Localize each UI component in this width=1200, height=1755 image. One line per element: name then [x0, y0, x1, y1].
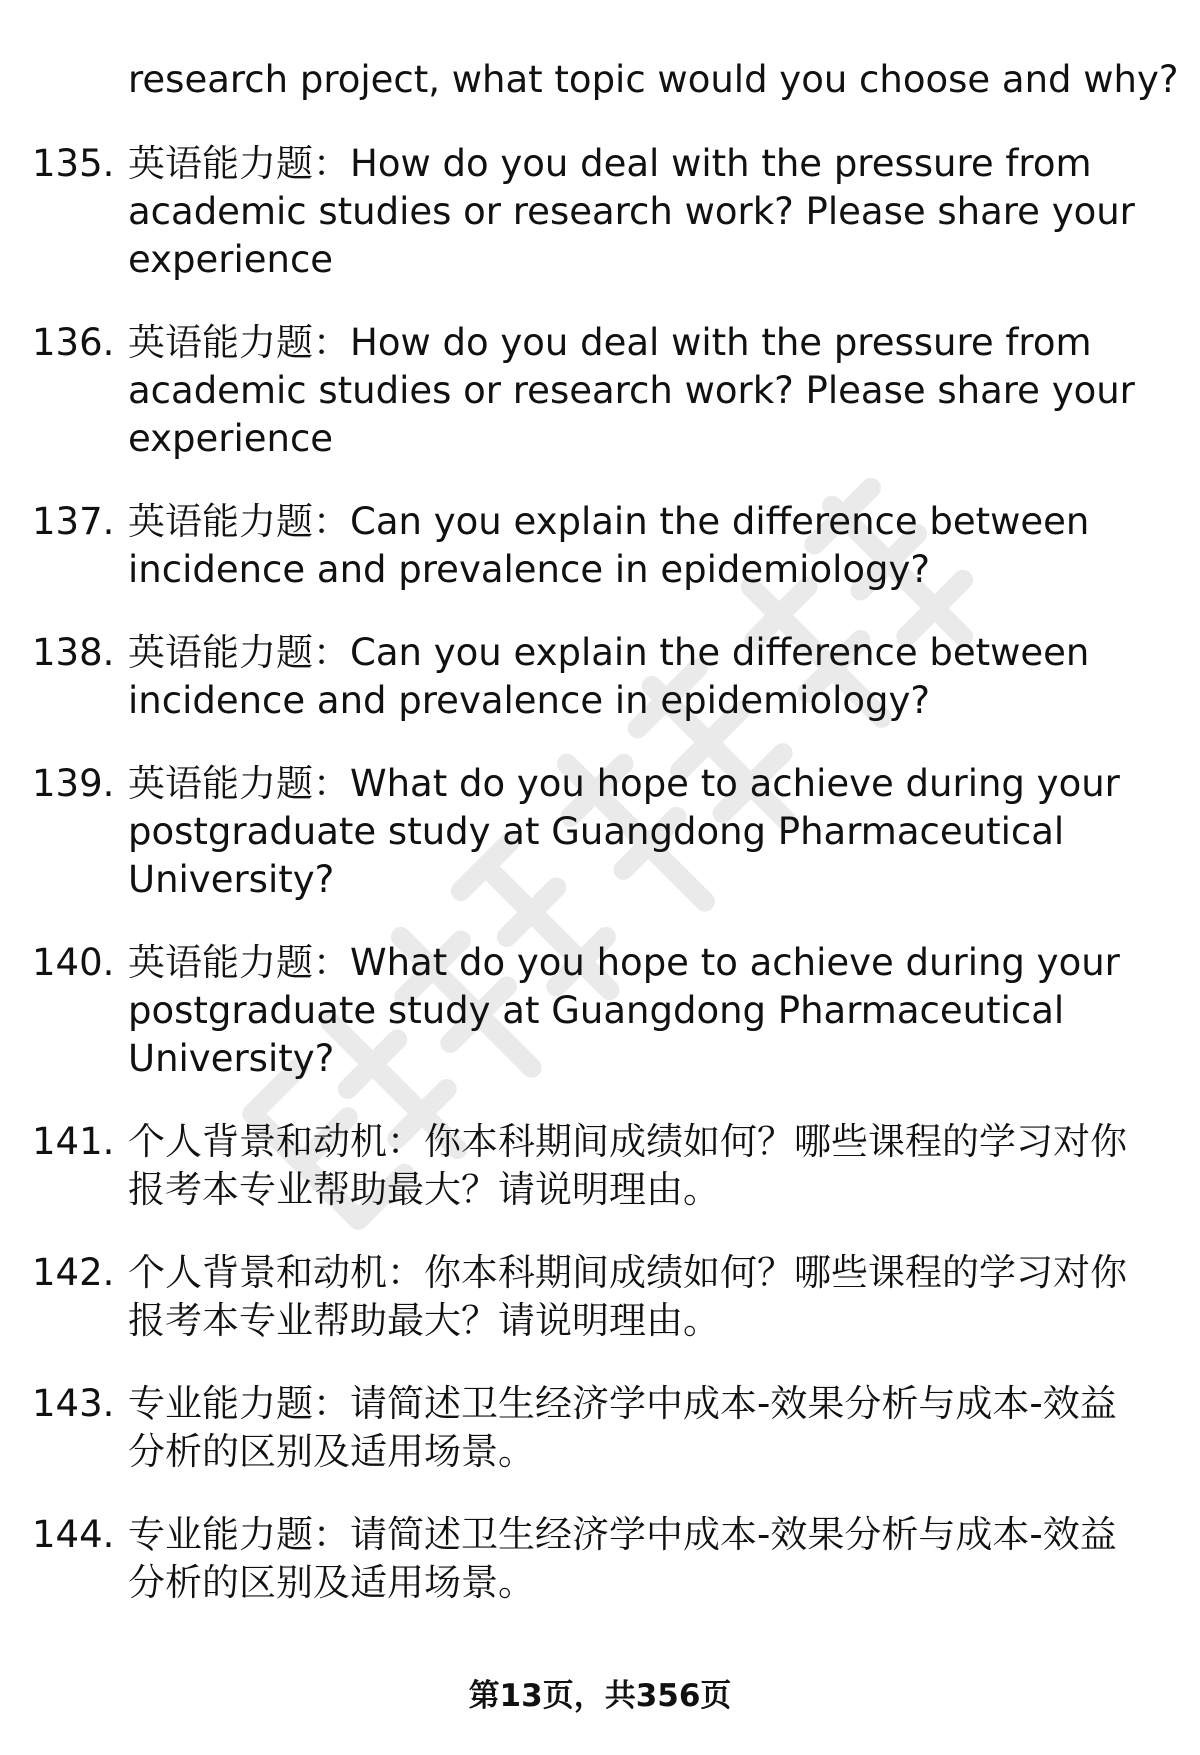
- question-text-135: 英语能力题：How do you deal with the pressure from academic studies or research work? Please share your experience: [128, 142, 1135, 281]
- question-number-143: 143.: [32, 1382, 115, 1425]
- question-item-139: [0, 760, 1138, 904]
- question-text-140: 英语能力题：What do you hope to achieve during your postgraduate study at Guangdong Pharmaceutical University?: [128, 941, 1120, 1080]
- question-text-144: 专业能力题：请简述卫生经济学中成本-效果分析与成本-效益分析的区别及适用场景。: [128, 1513, 1117, 1604]
- question-number-142: 142.: [32, 1251, 115, 1294]
- question-number-141: 141.: [32, 1120, 115, 1163]
- question-text-143: 专业能力题：请简述卫生经济学中成本-效果分析与成本-效益分析的区别及适用场景。: [128, 1382, 1117, 1473]
- question-item-142: [0, 1249, 1138, 1345]
- question-list: [0, 140, 1200, 1642]
- question-number-137: 137.: [32, 500, 115, 543]
- question-text-141: 个人背景和动机：你本科期间成绩如何？哪些课程的学习对你报考本专业帮助最大？请说明理由。: [128, 1120, 1127, 1211]
- question-item-141: [0, 1118, 1138, 1214]
- question-item-140: [0, 939, 1138, 1083]
- continuation-text: research project, what topic would you choose and why?: [128, 58, 1179, 101]
- question-number-138: 138.: [32, 631, 115, 674]
- question-text-139: 英语能力题：What do you hope to achieve during your postgraduate study at Guangdong Pharmaceutical University?: [128, 762, 1120, 901]
- page-indicator: 第13页，共356页: [468, 1678, 732, 1714]
- question-text-137: 英语能力题：Can you explain the difference between incidence and prevalence in epidemiology?: [128, 500, 1090, 591]
- question-text-138: 英语能力题：Can you explain the difference between incidence and prevalence in epidemiology?: [128, 631, 1090, 722]
- question-item-143: [0, 1380, 1138, 1476]
- question-item-144: [0, 1511, 1138, 1607]
- question-number-136: 136.: [32, 321, 115, 364]
- question-number-144: 144.: [32, 1513, 115, 1556]
- question-item-137: [0, 498, 1138, 594]
- question-text-136: 英语能力题：How do you deal with the pressure from academic studies or research work? Please share your experience: [128, 321, 1135, 460]
- question-number-139: 139.: [32, 762, 115, 805]
- question-item-136: [0, 319, 1138, 463]
- question-text-142: 个人背景和动机：你本科期间成绩如何？哪些课程的学习对你报考本专业帮助最大？请说明理由。: [128, 1251, 1127, 1342]
- question-number-140: 140.: [32, 941, 115, 984]
- question-item-138: [0, 629, 1138, 725]
- question-number-135: 135.: [32, 142, 115, 185]
- question-item-135: [0, 140, 1138, 284]
